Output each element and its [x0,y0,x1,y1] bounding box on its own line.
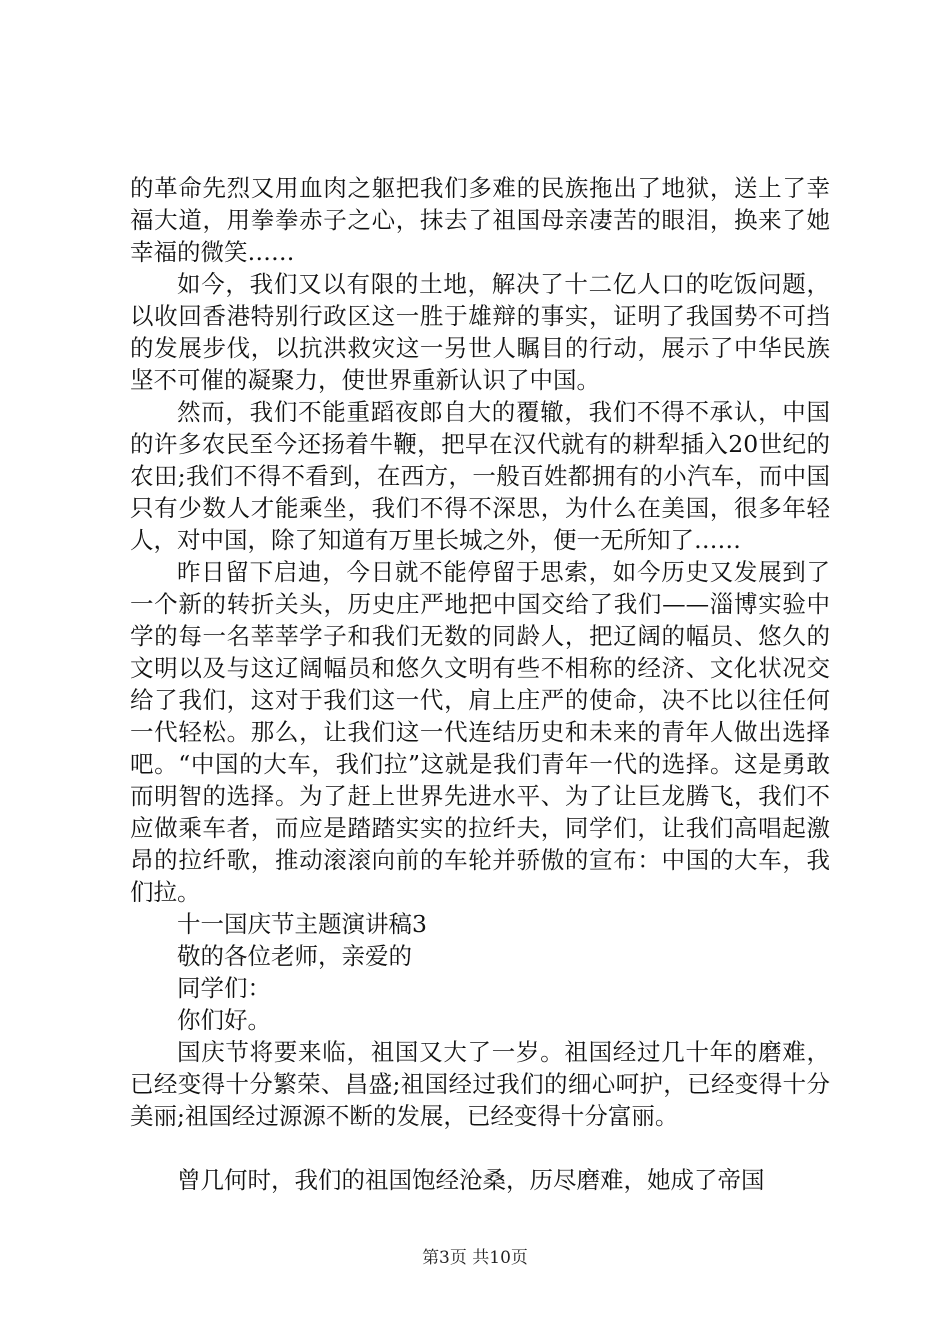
paragraph-5: 国庆节将要来临，祖国又大了一岁。祖国经过几十年的磨难，已经变得十分繁荣、昌盛;祖国经过我们的细心呵护，已经变得十分美丽;祖国经过源源不断的发展，已经变得十分富丽。 [130,1038,830,1130]
paragraph-4: 昨日留下启迪，今日就不能停留于思索，如今历史又发展到了一个新的转折关头，历史庄严地把中国交给了我们——淄博实验中学的每一名莘莘学子和我们无数的同龄人，把辽阔的幅员、悠久的文明以及与这辽阔幅员和悠久文明有些不相称的经济、文化状况交给了我们，这对于我们这一代，肩上庄严的使命，决不比以往任何一代轻松。那么，让我们这一代连结历史和未来的青年人做出选择吧。“中国的大车，我们拉”这就是我们青年一代的选择。这是勇敢而明智的选择。为了赶上世界先进水平、为了让巨龙腾飞，我们不应做乘车者，而应是踏踏实实的拉纤夫，同学们，让我们高唱起激昂的拉纤歌，推动滚滚向前的车轮并骄傲的宣布：中国的大车，我们拉。 [130,558,830,906]
paragraph-2: 如今，我们又以有限的土地，解决了十二亿人口的吃饭问题，以收回香港特别行政区这一胜于雄辩的事实，证明了我国势不可挡的发展步伐，以抗洪救灾这一另世人瞩目的行动，展示了中华民族坚不可催的凝聚力，使世界重新认识了中国。 [130,270,830,394]
salutation-line-2: 同学们： [177,974,271,1002]
page-number-footer: 第3页 共10页 [422,1248,528,1268]
greeting: 你们好。 [177,1006,271,1034]
section-heading: 十一国庆节主题演讲稿3 [177,910,427,938]
paragraph-1: 的革命先烈又用血肉之躯把我们多难的民族拖出了地狱，送上了幸福大道，用拳拳赤子之心，抹去了祖国母亲凄苦的眼泪，换来了她幸福的微笑…… [130,174,830,266]
paragraph-6: 曾几何时，我们的祖国饱经沧桑，历尽磨难，她成了帝国 [177,1166,765,1194]
paragraph-3: 然而，我们不能重蹈夜郎自大的覆辙，我们不得不承认，中国的许多农民至今还扬着牛鞭，把早在汉代就有的耕犁插入20世纪的农田;我们不得不看到，在西方，一般百姓都拥有的小汽车，而中国只有少数人才能乘坐，我们不得不深思，为什么在美国，很多年轻人，对中国，除了知道有万里长城之外，便一无所知了…… [130,398,830,554]
document-body [130,172,830,1196]
salutation-line-1: 敬的各位老师，亲爱的 [177,942,412,970]
